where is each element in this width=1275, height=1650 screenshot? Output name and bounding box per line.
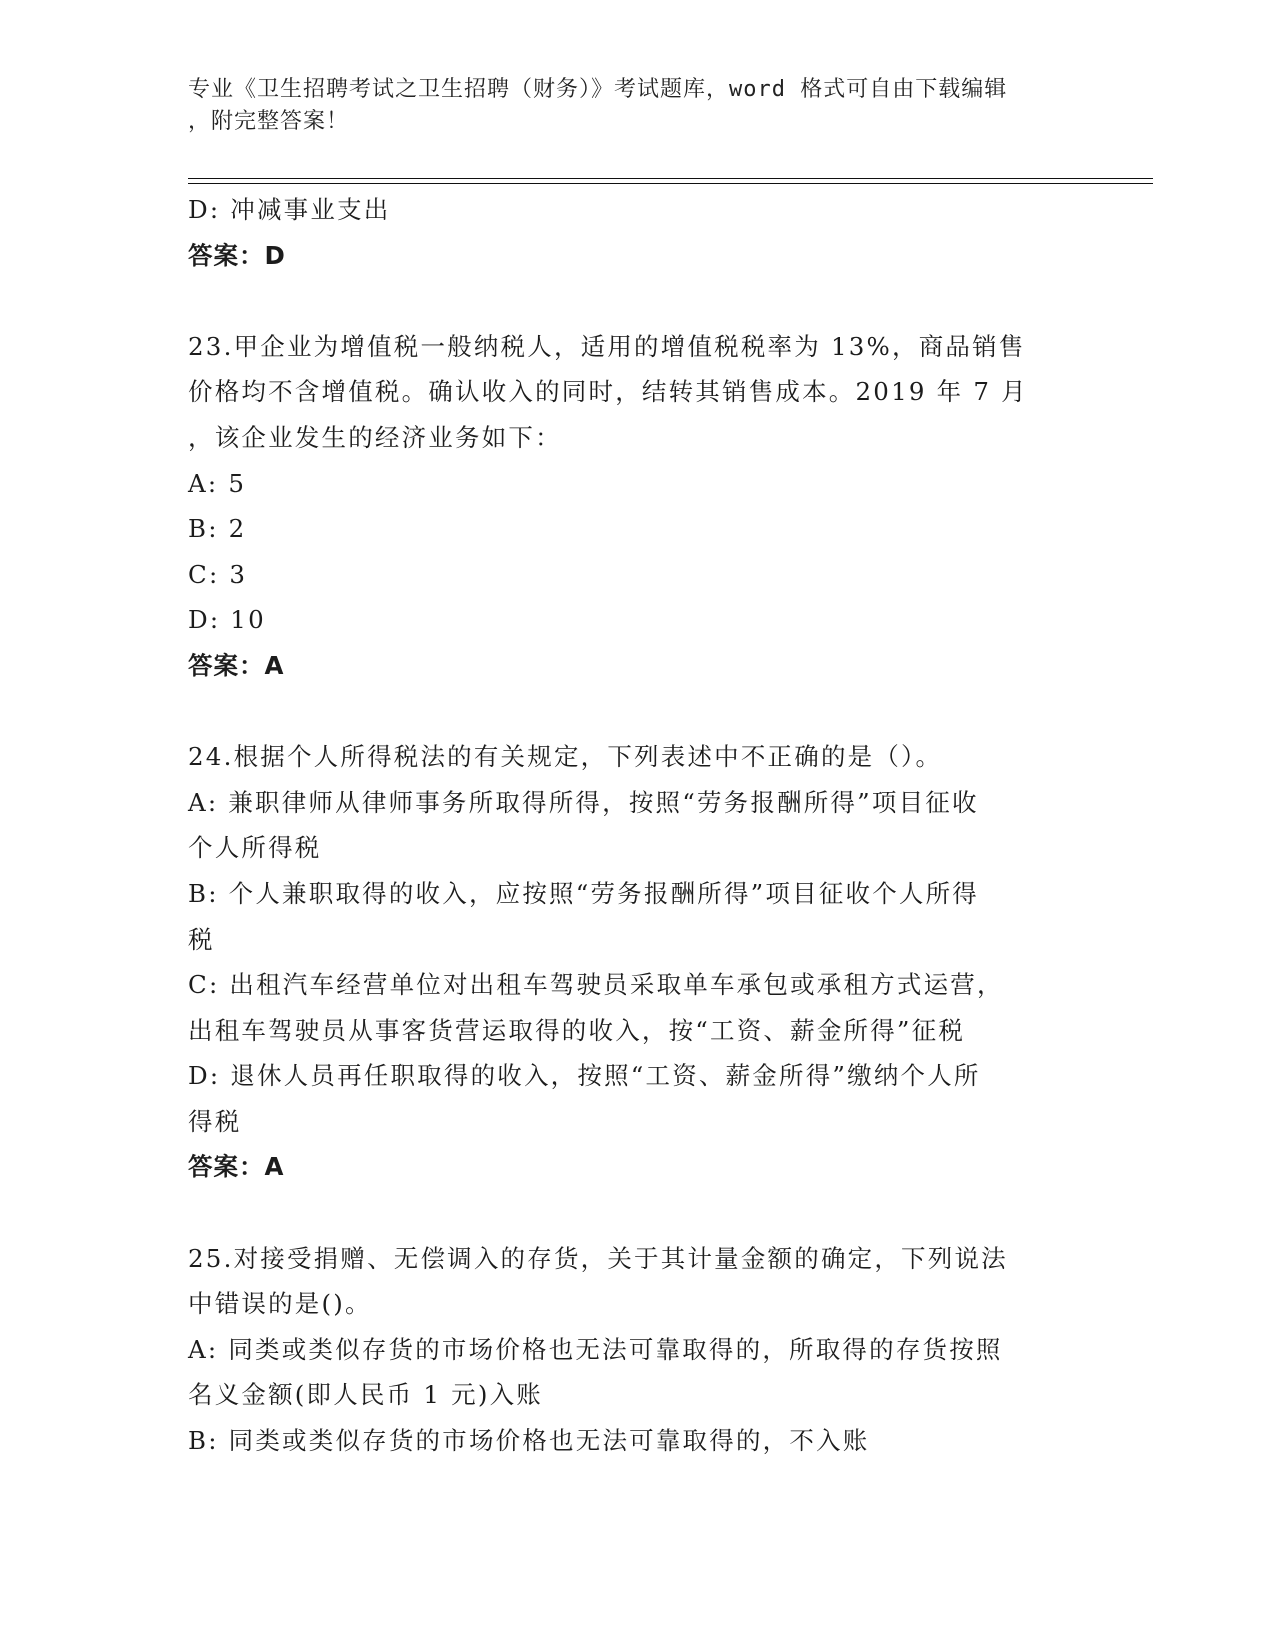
answer: 答案：D (188, 240, 286, 270)
header-line: 专业《卫生招聘考试之卫生招聘（财务）》考试题库，word 格式可自由下载编辑 (188, 77, 1008, 102)
spacer (188, 278, 1068, 324)
option-c: C: 3 (188, 559, 248, 589)
question-stem: 价格均不含增值税。确认收入的同时，结转其销售成本。2019 年 7 月 (188, 377, 1028, 407)
question-stem: ，该企业发生的经济业务如下： (188, 422, 562, 452)
question-24 (188, 734, 1068, 1190)
question-stem: 24.根据个人所得税法的有关规定，下列表述中不正确的是（）。 (188, 742, 943, 772)
spacer (188, 689, 1068, 735)
answer: 答案：A (188, 1152, 285, 1182)
option-b: B: 2 (188, 514, 247, 544)
question-stem: 中错误的是()。 (188, 1289, 372, 1319)
option-a: A: 5 (188, 468, 247, 498)
question-23 (188, 324, 1068, 689)
option-d: D: 10 (188, 605, 266, 635)
spacer (188, 1190, 1068, 1236)
question-stem: 25.对接受捐赠、无偿调入的存货，关于其计量金额的确定，下列说法 (188, 1243, 1008, 1273)
option-d: 得税 (188, 1106, 242, 1136)
option-d: D: 冲减事业支出 (188, 195, 391, 224)
option-a: 个人所得税 (188, 833, 322, 863)
option-d: D: 退休人员再任职取得的收入，按照“工资、薪金所得”缴纳个人所 (188, 1061, 981, 1091)
option-a: A: 同类或类似存货的市场价格也无法可靠取得的，所取得的存货按照 (188, 1334, 1003, 1364)
question-22-tail (188, 187, 1068, 278)
header-divider (188, 178, 1153, 179)
option-c: 出租车驾驶员从事客货营运取得的收入，按“工资、薪金所得”征税 (188, 1015, 966, 1045)
document-body (188, 187, 1068, 1464)
option-b: B: 个人兼职取得的收入，应按照“劳务报酬所得”项目征收个人所得 (188, 878, 979, 908)
option-a: A: 兼职律师从律师事务所取得所得，按照“劳务报酬所得”项目征收 (188, 787, 979, 817)
answer: 答案：A (188, 650, 285, 680)
question-25 (188, 1236, 1068, 1464)
header-line: ，附完整答案！ (188, 109, 350, 134)
option-b: 税 (188, 924, 215, 954)
option-c: C: 出租汽车经营单位对出租车驾驶员采取单车承包或承租方式运营， (188, 970, 1004, 1000)
option-b: B: 同类或类似存货的市场价格也无法可靠取得的，不入账 (188, 1426, 870, 1456)
page-header (188, 74, 1068, 138)
option-a: 名义金额(即人民币 1 元)入账 (188, 1380, 543, 1410)
header-divider (188, 183, 1153, 184)
question-stem: 23.甲企业为增值税一般纳税人，适用的增值税税率为 13%，商品销售 (188, 331, 1026, 361)
